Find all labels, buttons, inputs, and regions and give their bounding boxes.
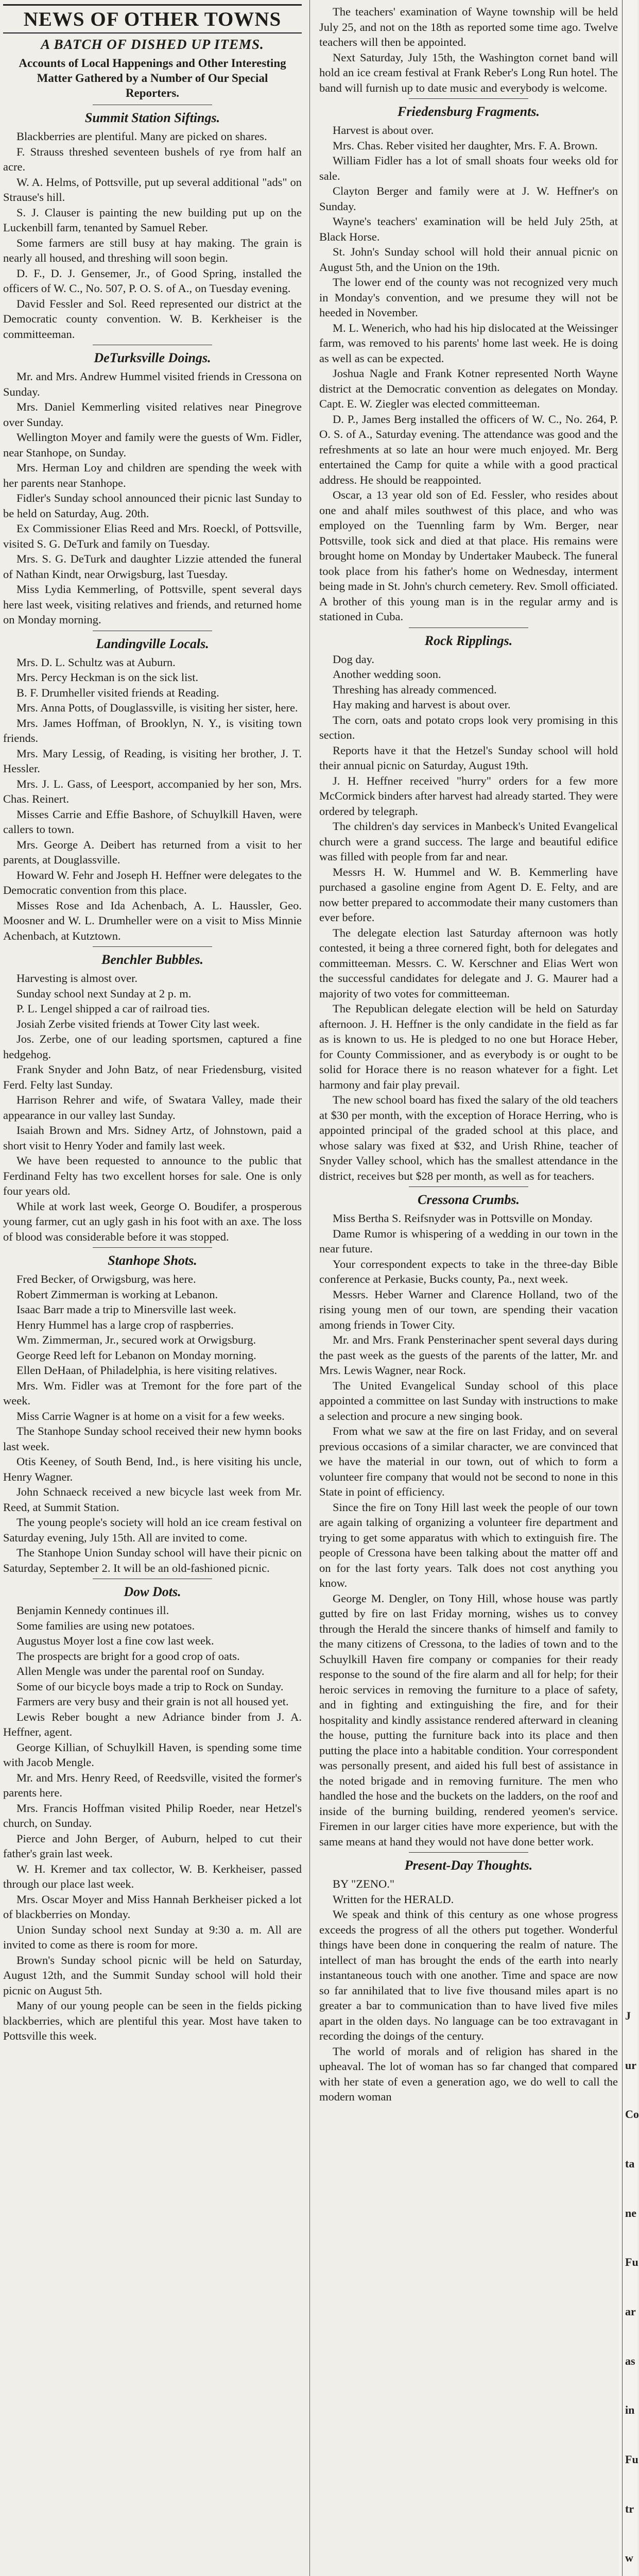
section-items xyxy=(319,652,618,1184)
news-item: Benjamin Kennedy continues ill. xyxy=(16,1604,169,1617)
news-item: Mrs. Oscar Moyer and Miss Hannah Berkheiser picked a lot of blackberries on Monday. xyxy=(3,1892,302,1921)
news-item: Oscar, a 13 year old son of Ed. Fessler, who resides about one and ahalf miles southwest of this place, and who was employed on the Tuennling farm by Wm. Berger, near Pottsville, took sick and died at that place. His remains were brought home on Monday by Undertaker Maubeck. The funeral took place from his father's home on Wednesday, interment being made in St. John's church cemetery. Rev. Smoll officiated. A brother of this young man is in the regular army and is stationed in Cuba. xyxy=(319,488,618,623)
news-item: D. F., D. J. Gensemer, Jr., of Good Spring, installed the officers of W. C., No. 507, P. O. S. of A., on Tuesday evening. xyxy=(3,266,302,295)
section-items xyxy=(3,129,302,342)
news-item: Harvesting is almost over. xyxy=(16,972,137,985)
news-item: Since the fire on Tony Hill last week the people of our town are again talking of organizing a volunteer fire department and trying to get some apparatus with which to extinguish fire. The people of Cressona have been talking about the matter off and on for the last forty years. Talk does not cost anything you know. xyxy=(319,1500,618,1589)
adjacent-column-edge xyxy=(619,0,637,2576)
section-summit-station-siftings xyxy=(3,105,302,342)
section-friedensburg-fragments xyxy=(319,98,618,624)
section-cressona-crumbs xyxy=(319,1187,618,1849)
news-item: St. John's Sunday school will hold their annual picnic on August 5th, and the Union on the 19th. xyxy=(319,245,618,274)
news-item: Wellington Moyer and family were the guests of Wm. Fidler, near Stanhope, on Sunday. xyxy=(3,431,302,459)
news-item: Threshing has already commenced. xyxy=(333,683,497,696)
news-item: The corn, oats and potato crops look very promising in this section. xyxy=(319,713,618,741)
news-item: F. Strauss threshed seventeen bushels of rye from half an acre. xyxy=(3,145,302,173)
news-item: Ex Commissioner Elias Reed and Mrs. Roeckl, of Pottsville, visited S. G. DeTurk and family on Tuesday. xyxy=(3,522,302,550)
section-rock-ripplings xyxy=(319,628,618,1184)
news-item: The teachers' examination of Wayne township will be held July 25, and not on the 18th as reported some time ago. Twelve teachers will then be appointed. xyxy=(319,5,618,48)
news-item: Howard W. Fehr and Joseph H. Heffner were delegates to the Democratic convention from this place. xyxy=(3,868,302,896)
section-heading: Present-Day Thoughts. xyxy=(404,1858,533,1873)
news-item: Your correspondent expects to take in the three-day Bible conference at Perkasie, Bucks county, Pa., next week. xyxy=(319,1257,618,1285)
news-item: Mrs. S. G. DeTurk and daughter Lizzie attended the funeral of Nathan Kindt, near Orwigsburg, last Tuesday. xyxy=(3,552,302,581)
masthead: NEWS OF OTHER TOWNS xyxy=(3,4,302,33)
news-item: The new school board has fixed the salary of the old teachers at $30 per month, with the exception of Horace Herring, who is appointed principal of the graded school at this place, and whose salary was fixed at $32, and Urish Rhine, teacher of Snyder Valley school, which has the smallest attendance in the district, receives but $28 per month, as well as for teachers. xyxy=(319,1093,618,1182)
news-item: George Reed left for Lebanon on Monday morning. xyxy=(16,1348,256,1362)
section-items xyxy=(3,369,302,628)
edge-text-fragment: ta xyxy=(625,2157,635,2170)
news-item: From what we saw at the fire on last Friday, and on several previous occasions of a similar character, we are convinced that we have the material in our town, out of which to form a volunteer fire company that would not be second to none in this State in point of efficiency. xyxy=(319,1425,618,1498)
news-item: Miss Carrie Wagner is at home on a visit for a few weeks. xyxy=(16,1409,285,1422)
news-item: The prospects are bright for a good crop of oats. xyxy=(16,1649,240,1663)
news-item: Mrs. Mary Lessig, of Reading, is visiting her brother, J. T. Hessler. xyxy=(3,747,302,775)
right-column xyxy=(319,0,618,2105)
subheadline: A BATCH OF DISHED UP ITEMS. xyxy=(41,37,264,52)
news-item: Josiah Zerbe visited friends at Tower City last week. xyxy=(16,1017,260,1030)
news-item: Mrs. Percy Heckman is on the sick list. xyxy=(16,671,199,684)
news-item: Joshua Nagle and Frank Kotner represented North Wayne district at the Democratic convention as delegates on Monday. Capt. E. W. Ziegler was elected committeeman. xyxy=(319,367,618,410)
news-item: Jos. Zerbe, one of our leading sportsmen, captured a fine hedgehog. xyxy=(3,1032,302,1061)
edge-text-fragment: as xyxy=(625,2354,635,2367)
right-sections xyxy=(319,98,618,2105)
news-item: The children's day services in Manbeck's United Evangelical church were a grand success. The large and beautiful edifice was filled with people from far and near. xyxy=(319,820,618,863)
section-heading: Benchler Bubbles. xyxy=(101,952,203,967)
section-items xyxy=(3,971,302,1244)
news-item: Mrs. Wm. Fidler was at Tremont for the fore part of the week. xyxy=(3,1379,302,1407)
news-item: Miss Bertha S. Reifsnyder was in Pottsville on Monday. xyxy=(333,1212,593,1225)
news-item: Brown's Sunday school picnic will be held on Saturday, August 12th, and the Summit Sunday school will hold their picnic on August 5th. xyxy=(3,1953,302,1997)
news-item: Otis Keeney, of South Bend, Ind., is here visiting his uncle, Henry Wagner. xyxy=(3,1455,302,1483)
section-heading: Cressona Crumbs. xyxy=(418,1192,520,1207)
news-item: Mrs. Francis Hoffman visited Philip Roeder, near Hetzel's church, on Sunday. xyxy=(3,1801,302,1829)
news-item: Blackberries are plentiful. Many are picked on shares. xyxy=(16,130,267,143)
news-item: The young people's society will hold an ice cream festival on Saturday evening, July 15th. All are invited to come. xyxy=(3,1516,302,1544)
news-item: Misses Carrie and Effie Bashore, of Schuylkill Haven, were callers to town. xyxy=(3,807,302,836)
right-intro xyxy=(319,4,618,95)
news-item: Dame Rumor is whispering of a wedding in our town in the near future. xyxy=(319,1227,618,1255)
news-item: Misses Rose and Ida Achenbach, A. L. Haussler, Geo. Moosner and W. L. Drumheller were on a visit to Miss Minnie Achenbach, at Kutztown. xyxy=(3,899,302,942)
news-item: Written for the HERALD. xyxy=(333,1892,454,1906)
news-item: Many of our young people can be seen in the fields picking blackberries, which are plentiful this year. Most have taken to Pottsville this week. xyxy=(3,1999,302,2042)
news-item: Wm. Zimmerman, Jr., secured work at Orwigsburg. xyxy=(16,1333,256,1346)
section-landingville-locals xyxy=(3,631,302,944)
news-item: Some of our bicycle boys made a trip to Rock on Sunday. xyxy=(16,1680,284,1693)
edge-text-fragment: Fu xyxy=(625,2453,638,2466)
section-items xyxy=(319,123,618,624)
news-item: Isaac Barr made a trip to Minersville last week. xyxy=(16,1303,236,1316)
section-heading: Summit Station Siftings. xyxy=(84,110,220,125)
news-item: Farmers are very busy and their grain is not all housed yet. xyxy=(16,1695,289,1708)
news-item: Mrs. Daniel Kemmerling visited relatives near Pinegrove over Sunday. xyxy=(3,400,302,429)
section-heading: Dow Dots. xyxy=(124,1584,181,1599)
section-items xyxy=(3,655,302,944)
section-present-day-thoughts xyxy=(319,1852,618,2105)
news-item: Isaiah Brown and Mrs. Sidney Artz, of Johnstown, paid a short visit to Henry Yoder and family last week. xyxy=(3,1124,302,1152)
news-item: Robert Zimmerman is working at Lebanon. xyxy=(16,1287,218,1301)
edge-text-fragment: ur xyxy=(625,2059,636,2072)
news-item: The world of morals and of religion has shared in the upheaval. The lot of woman has so far changed that compared with her state of even a generation ago, we do well to call the modern woman xyxy=(319,2044,618,2103)
news-item: Harrison Rehrer and wife, of Swatara Valley, made their appearance in our valley last Sunday. xyxy=(3,1093,302,1122)
section-deturksville-doings xyxy=(3,345,302,628)
column-rule xyxy=(309,0,310,2576)
news-item: Mrs. Herman Loy and children are spending the week with her parents near Stanhope. xyxy=(3,461,302,489)
news-item: The delegate election last Saturday afternoon was hotly contested, it being a three cornered fight, both for delegates and committeeman. Messrs. C. W. Kerschner and Elias Wert won the successful candidates for delegate and J. G. Maurer had a majority of two votes for committeeman. xyxy=(319,926,618,1000)
news-item: Miss Lydia Kemmerling, of Pottsville, spent several days here last week, visiting relatives and friends, and returned home on Monday morning. xyxy=(3,583,302,626)
news-item: Mr. and Mrs. Andrew Hummel visited friends in Cressona on Sunday. xyxy=(3,370,302,398)
news-item: Another wedding soon. xyxy=(333,668,441,681)
edge-text-fragment: w xyxy=(625,2551,633,2564)
news-item: The Republican delegate election will be held on Saturday afternoon. J. H. Heffner is the only candidate in the field as far as is known to us. He is pledged to no one but Horace Heber, for County Commissioner, and as everybody is or ought to be solid for Horace there is no reason whatever for a fight. Let harmony and fair play prevail. xyxy=(319,1002,618,1091)
news-item: The lower end of the county was not recognized very much in Monday's convention, and we presume they will not be heeded in November. xyxy=(319,276,618,319)
news-item: Allen Mengle was under the parental roof on Sunday. xyxy=(16,1665,265,1677)
news-item: Sunday school next Sunday at 2 p. m. xyxy=(16,987,192,1000)
section-divider xyxy=(409,98,528,99)
section-benchler-bubbles xyxy=(3,946,302,1244)
news-item: J. H. Heffner received "hurry" orders for a few more McCormick binders after harvest had already started. They were ordered by telegraph. xyxy=(319,774,618,818)
news-item: The Stanhope Union Sunday school will have their picnic on Saturday, September 2. It will be an old-fashioned picnic. xyxy=(3,1546,302,1574)
section-heading: Stanhope Shots. xyxy=(108,1253,197,1268)
news-item: D. P., James Berg installed the officers of W. C., No. 264, P. O. S. of A., Saturday evening. The attendance was good and the refreshments at so late an hour were much enjoyed. Mr. Berg entertained the Camp for quite a while with a good practical address. He should be reappointed. xyxy=(319,412,618,486)
edge-text-fragment: J xyxy=(625,2009,631,2022)
news-item: Messrs. Heber Warner and Clarence Holland, two of the rising young men of our town, are spending their vacation among friends in Tower City. xyxy=(319,1287,618,1331)
news-item: Frank Snyder and John Batz, of near Friedensburg, visited Ferd. Felty last Sunday. xyxy=(3,1063,302,1091)
news-item: S. J. Clauser is painting the new building put up on the Luckenbill farm, tenanted by Samuel Reber. xyxy=(3,206,302,234)
news-item: Some families are using new potatoes. xyxy=(16,1619,195,1632)
left-sections xyxy=(3,105,302,2044)
news-item: Ellen DeHaan, of Philadelphia, is here visiting relatives. xyxy=(16,1364,278,1377)
news-item: Messrs H. W. Hummel and W. B. Kemmerling have purchased a gasoline engine from Agent D. E. Felty, and are now better prepared to accommodate their many customers than ever before. xyxy=(319,865,618,924)
section-dow-dots xyxy=(3,1579,302,2044)
section-divider xyxy=(93,1247,212,1248)
headline-deck: Accounts of Local Happenings and Other Interesting Matter Gathered by a Number of Our Special Reporters. xyxy=(19,57,286,99)
news-item: We have been requested to announce to the public that Ferdinand Felty has two excellent horses for sale. One is only four years old. xyxy=(3,1154,302,1197)
section-items xyxy=(3,1603,302,2044)
edge-text-fragment: tr xyxy=(625,2502,634,2515)
news-item: John Schnaeck received a new bicycle last week from Mr. Reed, at Summit Station. xyxy=(3,1485,302,1514)
news-item: Mr. and Mrs. Henry Reed, of Reedsville, visited the former's parents here. xyxy=(3,1771,302,1799)
edge-text-fragment: Fu xyxy=(625,2256,638,2268)
section-heading: Landingville Locals. xyxy=(96,636,209,651)
news-item: Reports have it that the Hetzel's Sunday school will hold their annual picnic on Saturday, August 19th. xyxy=(319,743,618,772)
news-item: Augustus Moyer lost a fine cow last week. xyxy=(16,1634,214,1647)
edge-text-fragment: ne xyxy=(625,2207,636,2219)
news-item: Mrs. J. L. Gass, of Leesport, accompanied by her son, Mrs. Chas. Reinert. xyxy=(3,777,302,805)
news-item: Next Saturday, July 15th, the Washington cornet band will hold an ice cream festival at Frank Reber's Long Run hotel. The band will furnish up to date music and everybody is welcome. xyxy=(319,50,618,94)
news-item: The Stanhope Sunday school received their new hymn books last week. xyxy=(3,1425,302,1453)
section-heading: DeTurksville Doings. xyxy=(94,350,211,365)
news-item: Fidler's Sunday school announced their picnic last Sunday to be held on Saturday, Aug. 20th. xyxy=(3,492,302,520)
edge-rule xyxy=(622,0,623,2576)
edge-text-fragment: ar xyxy=(625,2305,636,2318)
news-item: B. F. Drumheller visited friends at Reading. xyxy=(16,686,219,699)
news-item: BY "ZENO." xyxy=(333,1877,395,1890)
news-item: Some farmers are still busy at hay making. The grain is nearly all housed, and threshing will soon begin. xyxy=(3,236,302,264)
news-item: Mrs. Chas. Reber visited her daughter, Mrs. F. A. Brown. xyxy=(333,139,598,152)
section-divider xyxy=(409,1852,528,1853)
news-item: The United Evangelical Sunday school of this place appointed a committee on last Sunday with instructions to make a selection and procure a new singing book. xyxy=(319,1379,618,1422)
news-item: We speak and think of this century as one whose progress exceeds the progress of all the others put together. Wonderful things have been done in conquering the realm of nature. The intellect of man has brought the ends of the earth into nearly instantaneous touch with one another. Time and space are now so far annihilated that to live five thousand miles apart is no greater a bar to communication than to have lived five miles apart in the olden days. No language can be too extravagant in recording the doings of the century. xyxy=(319,1908,618,2042)
section-heading: Friedensburg Fragments. xyxy=(398,104,540,119)
news-item: Harvest is about over. xyxy=(333,124,434,137)
news-item: M. L. Wenerich, who had his hip dislocated at the Weissinger farm, was removed to his parents' home last week. He is doing as well as can be expected. xyxy=(319,321,618,365)
news-item: Wayne's teachers' examination will be held July 25th, at Black Horse. xyxy=(319,215,618,243)
news-item: Clayton Berger and family were at J. W. Heffner's on Sunday. xyxy=(319,184,618,213)
news-item: Mr. and Mrs. Frank Pensterinacher spent several days during the past week as the guests of the parents of the latter, Mr. and Mrs. Lewis Wagner, near Rock. xyxy=(319,1333,618,1377)
news-item: While at work last week, George O. Boudifer, a prosperous young farmer, cut an ugly gash in his foot with an axe. The loss of blood was considerable before it was stopped. xyxy=(3,1199,302,1243)
left-column xyxy=(3,0,302,2044)
section-stanhope-shots xyxy=(3,1247,302,1575)
news-item: P. L. Lengel shipped a car of railroad ties. xyxy=(16,1002,210,1015)
news-item: Henry Hummel has a large crop of raspberries. xyxy=(16,1318,234,1331)
section-items xyxy=(319,1211,618,1849)
section-heading: Rock Ripplings. xyxy=(424,633,513,648)
section-items xyxy=(319,1876,618,2105)
news-item: Mrs. George A. Deibert has returned from a visit to her parents, at Douglassville. xyxy=(3,838,302,866)
news-item: Mrs. James Hoffman, of Brooklyn, N. Y., is visiting town friends. xyxy=(3,716,302,744)
news-item: Fred Becker, of Orwigsburg, was here. xyxy=(16,1273,196,1285)
news-item: Dog day. xyxy=(333,652,375,666)
news-item: Pierce and John Berger, of Auburn, helped to cut their father's grain last week. xyxy=(3,1832,302,1860)
section-items xyxy=(3,1272,302,1575)
news-item: William Fidler has a lot of small shoats four weeks old for sale. xyxy=(319,154,618,182)
news-item: W. H. Kremer and tax collector, W. B. Kerkheiser, passed through our place last week. xyxy=(3,1862,302,1890)
news-item: W. A. Helms, of Pottsville, put up several additional "ads" on Strause's hill. xyxy=(3,175,302,204)
news-item: George Killian, of Schuylkill Haven, is spending some time with Jacob Mengle. xyxy=(3,1740,302,1769)
news-item: Lewis Reber bought a new Adriance binder from J. A. Heffner, agent. xyxy=(3,1710,302,1738)
news-item: Union Sunday school next Sunday at 9:30 a. m. All are invited to come as there is room for more. xyxy=(3,1923,302,1951)
news-item: David Fessler and Sol. Reed represented our district at the Democratic county convention. W. B. Kerkheiser is the committeeman. xyxy=(3,297,302,341)
edge-text-fragment: Co xyxy=(625,2108,639,2121)
news-item: Hay making and harvest is about over. xyxy=(333,698,511,711)
edge-text-fragment: in xyxy=(625,2403,635,2416)
section-divider xyxy=(93,946,212,947)
news-item: Mrs. Anna Potts, of Douglassville, is visiting her sister, here. xyxy=(16,701,298,714)
news-item: Mrs. D. L. Schultz was at Auburn. xyxy=(16,655,176,669)
news-item: George M. Dengler, on Tony Hill, whose house was partly gutted by fire on last Friday morning, wishes us to convey through the Herald the sincere thanks of himself and family to the many citizens of Cressona, to the ladies of town and to the Schuylkill Haven fire company or companies for their ready response to the sound of the fire alarm and all for help; for their heroic services in removing the furniture to a place of safety, and in fighting and extinguishing the fire, and for their hospitality and kindly assistance rendered afterward in cleaning the house, putting the furniture back into its place and then putting the place into a habitable condition. Your correspondent was personally present, and aided his full best of assistance in the noted brigade and in removing furniture. The men who handled the hose and the buckets on the ladders, on the roof and inside of the burning building, rendered yeomen's service. Firemen in our larger cities have more experience, but with the same means at hand they would not have done better work. xyxy=(319,1591,618,1848)
